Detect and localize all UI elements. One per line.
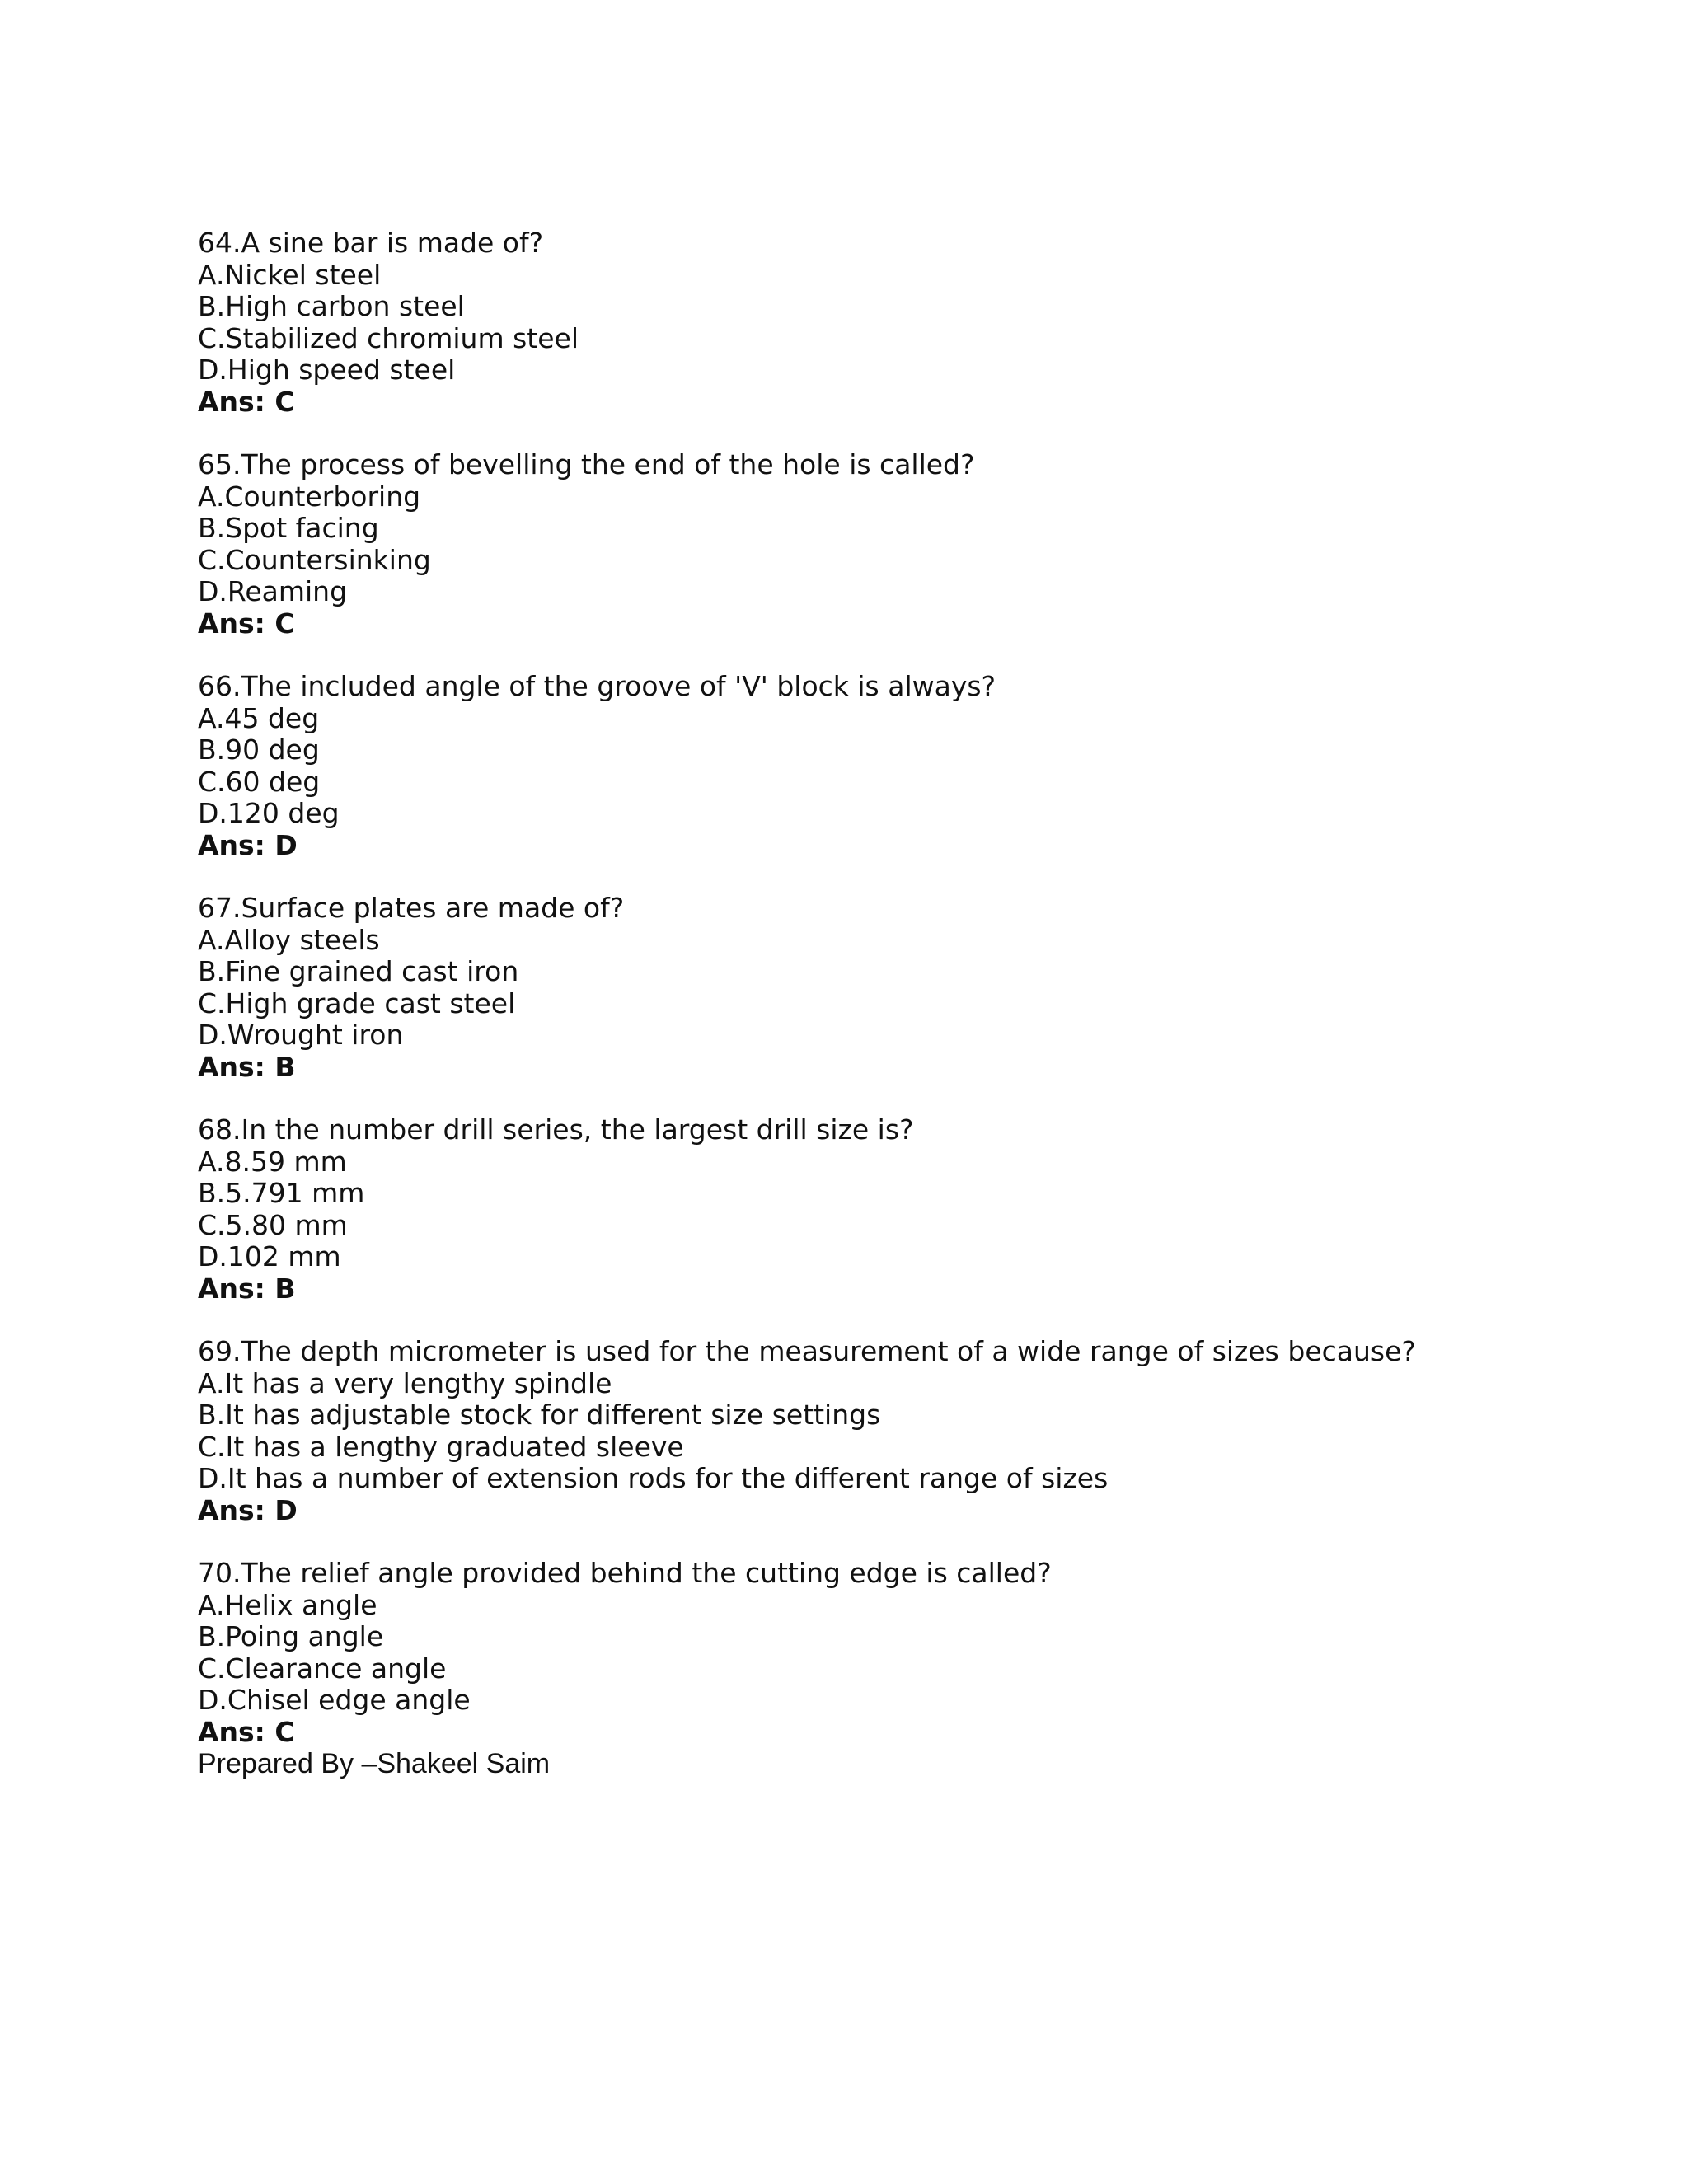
option-b: B.It has adjustable stock for different size settings xyxy=(198,1399,881,1431)
option-d: D.Wrought iron xyxy=(198,1019,404,1051)
question-block-70 xyxy=(198,1558,1648,1748)
option-a: A.8.59 mm xyxy=(198,1145,347,1178)
answer-text: Ans: B xyxy=(198,1050,296,1083)
answer-text: Ans: D xyxy=(198,1493,298,1526)
option-d: D.High speed steel xyxy=(198,354,456,386)
option-b: B.Spot facing xyxy=(198,512,379,544)
question-block-69 xyxy=(198,1336,1648,1526)
question-text: 66.The included angle of the groove of 'V' block is always? xyxy=(198,670,996,702)
option-b: B.High carbon steel xyxy=(198,290,465,322)
answer-text: Ans: C xyxy=(198,1715,295,1748)
question-text: 68.In the number drill series, the largest drill size is? xyxy=(198,1113,914,1146)
option-c: C.Clearance angle xyxy=(198,1652,447,1685)
question-block-65 xyxy=(198,449,1648,640)
answer-text: Ans: C xyxy=(198,385,295,418)
option-d: D.Chisel edge angle xyxy=(198,1684,471,1716)
option-c: C.Stabilized chromium steel xyxy=(198,321,579,354)
question-text: 69.The depth micrometer is used for the measurement of a wide range of sizes because? xyxy=(198,1335,1416,1367)
option-b: B.90 deg xyxy=(198,733,320,766)
option-a: A.45 deg xyxy=(198,701,320,734)
option-d: D.Reaming xyxy=(198,575,348,607)
option-a: A.It has a very lengthy spindle xyxy=(198,1366,612,1399)
option-a: A.Nickel steel xyxy=(198,258,382,291)
option-a: A.Alloy steels xyxy=(198,923,380,956)
answer-text: Ans: D xyxy=(198,828,298,861)
answer-text: Ans: C xyxy=(198,607,295,640)
answer-text: Ans: B xyxy=(198,1272,296,1305)
option-a: A.Helix angle xyxy=(198,1588,377,1621)
prepared-by-credit: Prepared By –Shakeel Saim xyxy=(198,1748,551,1779)
option-d: D.120 deg xyxy=(198,797,340,829)
question-block-68 xyxy=(198,1114,1648,1305)
question-list xyxy=(198,227,1648,1780)
question-block-66 xyxy=(198,671,1648,861)
option-c: C.60 deg xyxy=(198,765,321,798)
question-text: 64.A sine bar is made of? xyxy=(198,227,544,259)
option-b: B.5.791 mm xyxy=(198,1177,365,1209)
option-c: C.Countersinking xyxy=(198,543,431,576)
question-block-64 xyxy=(198,227,1648,418)
option-b: B.Fine grained cast iron xyxy=(198,955,519,987)
option-c: C.High grade cast steel xyxy=(198,987,516,1019)
question-text: 70.The relief angle provided behind the cutting edge is called? xyxy=(198,1557,1052,1589)
option-c: C.5.80 mm xyxy=(198,1208,348,1241)
option-d: D.It has a number of extension rods for the different range of sizes xyxy=(198,1462,1109,1494)
option-a: A.Counterboring xyxy=(198,480,421,513)
question-text: 67.Surface plates are made of? xyxy=(198,892,625,924)
question-text: 65.The process of bevelling the end of the hole is called? xyxy=(198,448,975,480)
option-c: C.It has a lengthy graduated sleeve xyxy=(198,1430,684,1463)
question-block-67 xyxy=(198,893,1648,1083)
option-b: B.Poing angle xyxy=(198,1620,384,1652)
option-d: D.102 mm xyxy=(198,1240,341,1272)
